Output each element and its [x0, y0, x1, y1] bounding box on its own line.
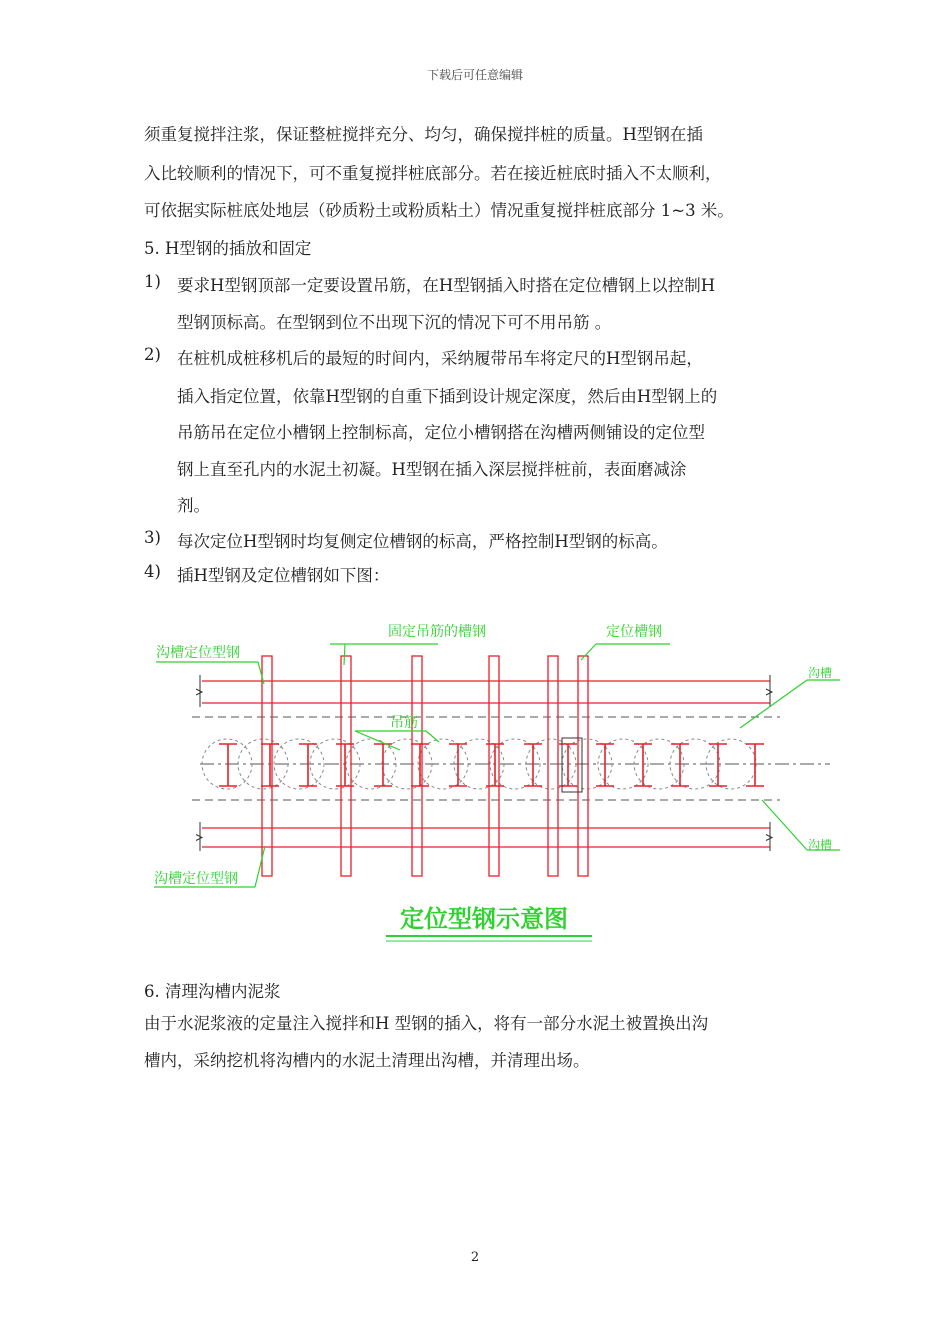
list-number: 1)	[144, 272, 161, 291]
list-item-line: 剂。	[177, 496, 210, 515]
label-trench-bottom: 沟槽	[808, 838, 833, 852]
list-item-line: 吊筋吊在定位小槽钢上控制标高，定位小槽钢搭在沟槽两侧铺设的定位型	[177, 423, 705, 442]
label-trench-top: 沟槽	[808, 666, 833, 680]
list-item-line: 每次定位H型钢时均复侧定位槽钢的标高，严格控制H型钢的标高。	[177, 532, 668, 551]
list-item-line: 要求H型钢顶部一定要设置吊筋，在H型钢插入时搭在定位槽钢上以控制H	[177, 276, 716, 295]
leader-line	[255, 846, 265, 887]
page-header: 下载后可任意编辑	[426, 68, 523, 82]
page-number: 2	[470, 1250, 480, 1265]
break-symbol	[196, 675, 202, 707]
section-heading-5: 5. H型钢的插放和固定	[144, 239, 312, 258]
h-steel-section	[219, 744, 237, 786]
paragraph-line: 入比较顺利的情况下，可不重复搅拌桩底部分。若在接近桩底时插入不太顺利，	[144, 164, 722, 183]
label-locate-channel: 定位槽钢	[606, 624, 662, 640]
h-steel-section	[374, 744, 392, 786]
paragraph-line: 槽内，采纳挖机将沟槽内的水泥土清理出沟槽，并清理出场。	[144, 1051, 590, 1070]
channel-steel	[341, 656, 351, 876]
break-symbol	[766, 675, 772, 707]
label-fixed-channel: 固定吊筋的槽钢	[388, 624, 486, 640]
list-item-line: 在桩机成桩移机后的最短的时间内，采纳履带吊车将定尺的H型钢吊起，	[177, 349, 703, 368]
channel-steel	[548, 656, 558, 876]
h-steel-section	[746, 744, 764, 786]
h-steel-section	[524, 744, 542, 786]
label-locate-steel-top: 沟槽定位型钢	[156, 645, 240, 661]
list-item-line: 型钢顶标高。在型钢到位不出现下沉的情况下可不用吊筋 。	[177, 313, 612, 332]
label-locate-steel-bottom: 沟槽定位型钢	[154, 871, 238, 887]
h-steel-section	[596, 744, 614, 786]
paragraph-line: 可依据实际桩底处地层（砂质粉土或粉质粘土）情况重复搅拌桩底部分 1~3 米。	[144, 201, 734, 220]
leader-line	[355, 731, 400, 750]
break-symbol	[196, 822, 202, 851]
list-number: 4)	[144, 562, 161, 581]
label-hanger: 吊筋	[390, 715, 418, 731]
h-steel-section	[261, 744, 279, 786]
leader-line	[762, 800, 807, 850]
steel-positioning-diagram	[140, 610, 860, 950]
channel-steel	[578, 656, 588, 876]
list-number: 3)	[144, 528, 161, 547]
figure-caption: 定位型钢示意图	[400, 905, 568, 933]
section-heading-6: 6. 清理沟槽内泥浆	[144, 982, 281, 1001]
h-steel-section	[411, 744, 429, 786]
list-item-line: 插入指定位置，依靠H型钢的自重下插到设计规定深度，然后由H型钢上的	[177, 387, 718, 406]
channel-steel	[489, 656, 499, 876]
list-item-line: 插H型钢及定位槽钢如下图：	[177, 566, 390, 585]
list-item-line: 钢上直至孔内的水泥土初凝。H型钢在插入深层搅拌桩前，表面磨减涂	[177, 460, 687, 479]
leader-line	[740, 680, 807, 728]
paragraph-line: 须重复搅拌注浆，保证整桩搅拌充分、均匀，确保搅拌桩的质量。H型钢在插	[144, 125, 703, 144]
h-steel-section	[634, 744, 652, 786]
h-steel-section	[449, 744, 467, 786]
list-number: 2)	[144, 345, 161, 364]
leader-line	[426, 731, 439, 742]
leader-line	[344, 644, 345, 665]
paragraph-line: 由于水泥浆液的定量注入搅拌和H 型钢的插入，将有一部分水泥土被置换出沟	[144, 1014, 709, 1033]
